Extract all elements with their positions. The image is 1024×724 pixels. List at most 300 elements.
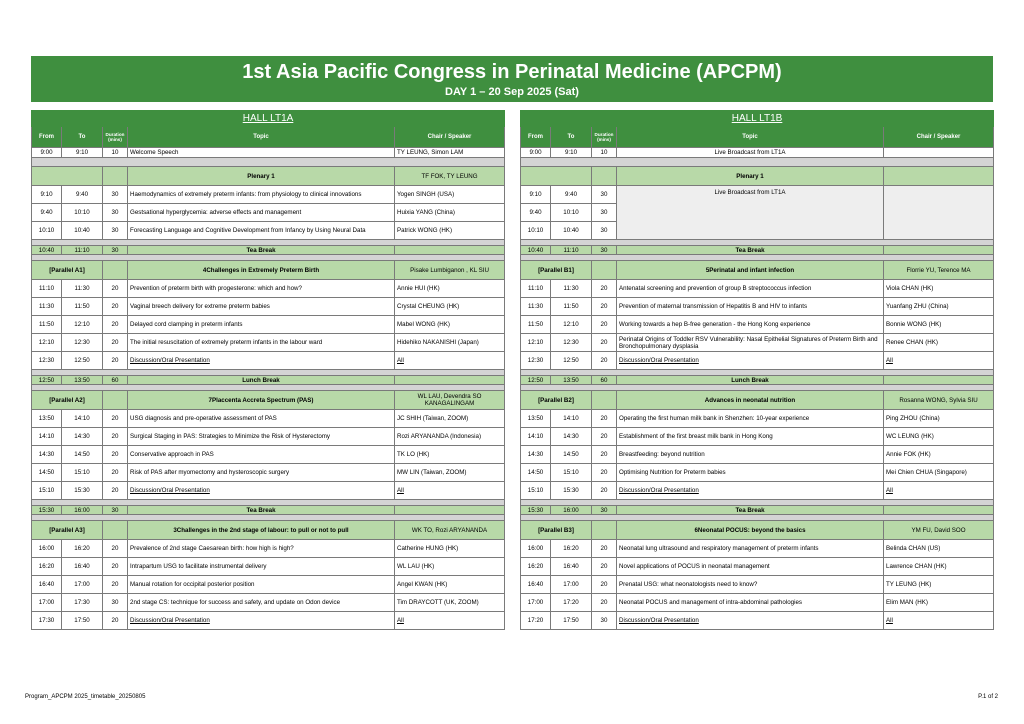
time-to: 14:10: [62, 410, 103, 428]
hall-lt1b-table: [520, 110, 993, 630]
time-from: 11:50: [521, 316, 551, 334]
time-to: 15:30: [62, 482, 103, 500]
session-code: [Parallel B1]: [521, 261, 592, 280]
duration: 30: [592, 246, 617, 255]
topic: Prevention of preterm birth with progesterone: which and how?: [128, 280, 395, 298]
session-code: [32, 167, 103, 186]
time-from: 11:10: [521, 280, 551, 298]
time-from: 9:10: [521, 186, 551, 204]
session-title: 4Challenges in Extremely Preterm Birth: [128, 261, 395, 280]
time-from: 16:00: [521, 540, 551, 558]
topic: Live Broadcast from LT1A: [617, 148, 884, 158]
table-row: [32, 446, 505, 464]
topic: Working towards a hep B-free generation - the Hong Kong experience: [617, 316, 884, 334]
table-row: [32, 594, 505, 612]
header-to: To: [62, 127, 103, 148]
time-from: 16:40: [32, 576, 62, 594]
chair-speaker: Elim MAN (HK): [884, 594, 994, 612]
topic: Manual rotation for occipital posterior position: [128, 576, 395, 594]
duration: 10: [592, 148, 617, 158]
chair-speaker: TY LEUNG (HK): [884, 576, 994, 594]
time-from: 9:40: [521, 204, 551, 222]
duration: 20: [592, 316, 617, 334]
duration: 20: [592, 280, 617, 298]
time-to: 11:10: [551, 246, 592, 255]
topic: Discussion/Oral Presentation: [128, 612, 395, 630]
duration: 20: [592, 594, 617, 612]
chair-speaker: JC SHIH (Taiwan, ZOOM): [395, 410, 505, 428]
session-code: [521, 167, 592, 186]
chair-speaker: Catherine HUNG (HK): [395, 540, 505, 558]
session-cell: [592, 261, 617, 280]
duration: 20: [592, 428, 617, 446]
table-row: [32, 204, 505, 222]
time-to: 17:50: [62, 612, 103, 630]
duration: 20: [103, 464, 128, 482]
topic: Perinatal Origins of Toddler RSV Vulnerability: Nasal Epithelial Signatures of Preterm Birth and Bronchopulmonary dysplasia: [617, 334, 884, 352]
table-row: [32, 148, 505, 158]
chair-speaker: All: [395, 482, 505, 500]
topic: Neonatal lung ultrasound and respiratory management of preterm infants: [617, 540, 884, 558]
page-title: 1st Asia Pacific Congress in Perinatal Medicine (APCPM): [242, 61, 782, 83]
topic: Risk of PAS after myomectomy and hysteroscopic surgery: [128, 464, 395, 482]
time-to: 9:10: [62, 148, 103, 158]
table-row: [521, 410, 994, 428]
topic: Surgical Staging in PAS: Strategies to Minimize the Risk of Hysterectomy: [128, 428, 395, 446]
duration: 60: [103, 376, 128, 385]
duration: 20: [103, 428, 128, 446]
time-from: 14:50: [521, 464, 551, 482]
time-to: 14:50: [551, 446, 592, 464]
time-from: 10:10: [521, 222, 551, 240]
topic: Operating the first human milk bank in Shenzhen: 10-year experience: [617, 410, 884, 428]
time-to: 10:10: [551, 204, 592, 222]
time-from: 16:40: [521, 576, 551, 594]
time-from: 13:50: [32, 410, 62, 428]
footer-page-number: P.1 of 2: [978, 694, 998, 700]
time-from: 14:50: [32, 464, 62, 482]
time-to: 15:10: [62, 464, 103, 482]
time-from: 17:00: [521, 594, 551, 612]
topic: Prevention of maternal transmission of Hepatitis B and HIV to infants: [617, 298, 884, 316]
session-chair: WL LAU, Devendra SO KANAGALINGAM: [395, 391, 505, 410]
duration: 30: [592, 612, 617, 630]
topic: Novel applications of POCUS in neonatal management: [617, 558, 884, 576]
break-row: [521, 246, 994, 255]
table-row: [521, 428, 994, 446]
time-to: 14:50: [62, 446, 103, 464]
topic: Vaginal breech delivery for extreme preterm babies: [128, 298, 395, 316]
topic: Live Broadcast from LT1A: [617, 186, 884, 240]
table-row: [32, 558, 505, 576]
time-to: 16:40: [62, 558, 103, 576]
time-to: 14:30: [551, 428, 592, 446]
column-header-row: [521, 127, 994, 148]
chair-speaker: Yuanfang ZHU (China): [884, 298, 994, 316]
table-row: [521, 352, 994, 370]
table-row: [32, 482, 505, 500]
chair-speaker: WC LEUNG (HK): [884, 428, 994, 446]
topic: Discussion/Oral Presentation: [617, 482, 884, 500]
duration: 20: [592, 464, 617, 482]
duration: 20: [103, 612, 128, 630]
time-to: 15:10: [551, 464, 592, 482]
table-row: [521, 576, 994, 594]
table-row: [521, 334, 994, 352]
page-banner: [31, 56, 993, 102]
duration: 30: [103, 222, 128, 240]
time-from: 10:40: [32, 246, 62, 255]
time-to: 17:30: [62, 594, 103, 612]
chair-speaker: Belinda CHAN (US): [884, 540, 994, 558]
session-title: Plenary 1: [128, 167, 395, 186]
break-label: Tea Break: [617, 246, 884, 255]
session-chair: YM FU, David SOO: [884, 521, 994, 540]
duration: 20: [103, 558, 128, 576]
header-to: To: [551, 127, 592, 148]
break-label: Tea Break: [617, 506, 884, 515]
table-row: [521, 558, 994, 576]
time-from: 15:10: [521, 482, 551, 500]
topic: Neonatal POCUS and management of intra-abdominal pathologies: [617, 594, 884, 612]
session-cell: [592, 167, 617, 186]
time-from: 12:50: [521, 376, 551, 385]
hall-lt1a-table: [31, 110, 504, 630]
session-cell: [103, 521, 128, 540]
topic: Forecasting Language and Cognitive Development from Infancy by Using Neural Data: [128, 222, 395, 240]
duration: 30: [103, 246, 128, 255]
duration: 20: [592, 558, 617, 576]
time-to: 9:40: [62, 186, 103, 204]
session-cell: [592, 391, 617, 410]
time-from: 9:10: [32, 186, 62, 204]
time-to: 11:50: [551, 298, 592, 316]
time-from: 16:20: [32, 558, 62, 576]
section-header-row: [521, 261, 994, 280]
topic: Establishment of the first breast milk bank in Hong Kong: [617, 428, 884, 446]
time-to: 13:50: [551, 376, 592, 385]
table-row: [521, 540, 994, 558]
duration: 20: [103, 482, 128, 500]
table-row: [521, 316, 994, 334]
hall-title: HALL LT1A: [32, 111, 505, 127]
topic: Prenatal USG: what neonatologists need to know?: [617, 576, 884, 594]
break-row: [521, 506, 994, 515]
topic: Conservative approach in PAS: [128, 446, 395, 464]
time-to: 12:50: [62, 352, 103, 370]
time-to: 12:10: [62, 316, 103, 334]
duration: 30: [592, 506, 617, 515]
time-to: 11:30: [62, 280, 103, 298]
duration: 20: [103, 298, 128, 316]
time-from: 9:00: [32, 148, 62, 158]
chair-speaker: WL LAU (HK): [395, 558, 505, 576]
session-code: [Parallel A3]: [32, 521, 103, 540]
session-chair: Pisake Lumbiganon , KL SIU: [395, 261, 505, 280]
topic: Breastfeeding: beyond nutrition: [617, 446, 884, 464]
time-to: 16:40: [551, 558, 592, 576]
time-to: 12:10: [551, 316, 592, 334]
table-row: [521, 594, 994, 612]
time-from: 14:30: [521, 446, 551, 464]
session-chair: Rosanna WONG, Sylvia SIU: [884, 391, 994, 410]
session-chair: WK TO, Rozi ARYANANDA: [395, 521, 505, 540]
time-from: 14:10: [521, 428, 551, 446]
duration: 20: [103, 334, 128, 352]
table-row: [521, 482, 994, 500]
table-row: [32, 352, 505, 370]
session-chair: TF FOK, TY LEUNG: [395, 167, 505, 186]
table-row: [521, 148, 994, 158]
session-title: 6Neonatal POCUS: beyond the basics: [617, 521, 884, 540]
spacer: [521, 158, 994, 167]
topic: Discussion/Oral Presentation: [128, 352, 395, 370]
break-label: Lunch Break: [617, 376, 884, 385]
time-from: 12:30: [521, 352, 551, 370]
duration: 20: [592, 576, 617, 594]
time-to: 17:50: [551, 612, 592, 630]
duration: 30: [592, 204, 617, 222]
header-topic: Topic: [128, 127, 395, 148]
table-row: [32, 576, 505, 594]
header-topic: Topic: [617, 127, 884, 148]
spacer: [32, 158, 505, 167]
time-to: 15:30: [551, 482, 592, 500]
session-chair: [884, 167, 994, 186]
chair-speaker: Mabel WONG (HK): [395, 316, 505, 334]
time-to: 16:00: [551, 506, 592, 515]
chair-speaker: Renee CHAN (HK): [884, 334, 994, 352]
duration: 20: [103, 540, 128, 558]
time-from: 14:30: [32, 446, 62, 464]
duration: 20: [103, 446, 128, 464]
chair-speaker: TY LEUNG, Simon LAM: [395, 148, 505, 158]
time-to: 11:50: [62, 298, 103, 316]
session-cell: [103, 167, 128, 186]
section-header-row: [32, 167, 505, 186]
header-from: From: [521, 127, 551, 148]
column-header-row: [32, 127, 505, 148]
table-row: [32, 316, 505, 334]
break-row: [32, 246, 505, 255]
duration: 20: [103, 352, 128, 370]
duration: 10: [103, 148, 128, 158]
table-row: [521, 446, 994, 464]
hall-title-row: [32, 111, 505, 127]
break-cell: [884, 246, 994, 255]
table-row: [32, 222, 505, 240]
chair-speaker: Annie FOK (HK): [884, 446, 994, 464]
spacer-row: [32, 158, 505, 167]
time-from: 11:10: [32, 280, 62, 298]
page-subtitle: DAY 1 – 20 Sep 2025 (Sat): [445, 86, 579, 98]
break-row: [521, 376, 994, 385]
section-header-row: [32, 391, 505, 410]
session-title: Plenary 1: [617, 167, 884, 186]
table-row: [32, 428, 505, 446]
header-chair: Chair / Speaker: [395, 127, 505, 148]
session-title: Advances in neonatal nutrition: [617, 391, 884, 410]
duration: 20: [592, 410, 617, 428]
topic: Prevalence of 2nd stage Caesarean birth: how high is high?: [128, 540, 395, 558]
table-row: [32, 464, 505, 482]
time-to: 12:50: [551, 352, 592, 370]
topic: The initial resuscitation of extremely preterm infants in the labour ward: [128, 334, 395, 352]
topic: Haemodynamics of extremely preterm infants: from physiology to clinical innovations: [128, 186, 395, 204]
chair-speaker: Hidehiko NAKANISHI (Japan): [395, 334, 505, 352]
table-row: [521, 186, 994, 204]
chair-speaker: Viola CHAN (HK): [884, 280, 994, 298]
time-from: 17:20: [521, 612, 551, 630]
topic: Discussion/Oral Presentation: [617, 352, 884, 370]
chair-speaker: Mei Chien CHUA (Singapore): [884, 464, 994, 482]
chair-speaker: All: [884, 612, 994, 630]
duration: 20: [103, 316, 128, 334]
chair-speaker: Crystal CHEUNG (HK): [395, 298, 505, 316]
break-cell: [395, 376, 505, 385]
time-from: 10:10: [32, 222, 62, 240]
session-cell: [103, 261, 128, 280]
time-from: 12:30: [32, 352, 62, 370]
table-row: [521, 280, 994, 298]
time-to: 10:40: [551, 222, 592, 240]
time-from: 17:30: [32, 612, 62, 630]
time-to: 12:30: [62, 334, 103, 352]
session-cell: [103, 391, 128, 410]
topic: Optimising Nutrition for Preterm babies: [617, 464, 884, 482]
duration: 20: [592, 482, 617, 500]
session-cell: [592, 521, 617, 540]
time-to: 14:30: [62, 428, 103, 446]
duration: 30: [103, 186, 128, 204]
time-to: 9:10: [551, 148, 592, 158]
time-to: 12:30: [551, 334, 592, 352]
chair-speaker: Lawrence CHAN (HK): [884, 558, 994, 576]
time-from: 15:30: [32, 506, 62, 515]
time-to: 16:00: [62, 506, 103, 515]
topic: USG diagnosis and pre-operative assessment of PAS: [128, 410, 395, 428]
chair-speaker: All: [884, 482, 994, 500]
duration: 30: [103, 594, 128, 612]
time-to: 16:20: [62, 540, 103, 558]
break-row: [32, 376, 505, 385]
break-label: Lunch Break: [128, 376, 395, 385]
time-from: 15:30: [521, 506, 551, 515]
chair-speaker: Patrick WONG (HK): [395, 222, 505, 240]
duration: 30: [103, 506, 128, 515]
time-from: 11:30: [32, 298, 62, 316]
session-code: [Parallel A2]: [32, 391, 103, 410]
section-header-row: [521, 521, 994, 540]
time-from: 12:50: [32, 376, 62, 385]
chair-speaker: MW LIN (Taiwan, ZOOM): [395, 464, 505, 482]
break-label: Tea Break: [128, 246, 395, 255]
time-from: 11:30: [521, 298, 551, 316]
time-from: 12:10: [521, 334, 551, 352]
session-code: [Parallel B2]: [521, 391, 592, 410]
time-from: 11:50: [32, 316, 62, 334]
time-to: 11:30: [551, 280, 592, 298]
table-row: [32, 540, 505, 558]
time-from: 14:10: [32, 428, 62, 446]
section-header-row: [521, 391, 994, 410]
duration: 20: [592, 352, 617, 370]
topic: Welcome Speech: [128, 148, 395, 158]
chair-speaker: Huixia YANG (China): [395, 204, 505, 222]
time-to: 17:00: [62, 576, 103, 594]
chair-speaker: Yogen SINGH (USA): [395, 186, 505, 204]
time-to: 10:10: [62, 204, 103, 222]
break-label: Tea Break: [128, 506, 395, 515]
topic: Discussion/Oral Presentation: [128, 482, 395, 500]
table-row: [32, 334, 505, 352]
table-row: [32, 298, 505, 316]
chair-speaker: Angel KWAN (HK): [395, 576, 505, 594]
duration: 30: [592, 186, 617, 204]
session-title: 5Perinatal and infant infection: [617, 261, 884, 280]
time-from: 9:40: [32, 204, 62, 222]
section-header-row: [521, 167, 994, 186]
topic: Antenatal screening and prevention of group B streptococcus infection: [617, 280, 884, 298]
chair-speaker: All: [395, 612, 505, 630]
chair-speaker: Bonnie WONG (HK): [884, 316, 994, 334]
chair-speaker: [884, 186, 994, 240]
duration: 20: [103, 280, 128, 298]
chair-speaker: Annie HUI (HK): [395, 280, 505, 298]
hall-title: HALL LT1B: [521, 111, 994, 127]
hall-title-row: [521, 111, 994, 127]
session-title: 7Placcenta Accreta Spectrum (PAS): [128, 391, 395, 410]
header-from: From: [32, 127, 62, 148]
table-row: [32, 280, 505, 298]
chair-speaker: Rozi ARYANANDA (Indonesia): [395, 428, 505, 446]
topic: Gestsational hyperglycemia: adverse effects and management: [128, 204, 395, 222]
duration: 20: [103, 576, 128, 594]
time-to: 17:20: [551, 594, 592, 612]
session-title: 3Challenges in the 2nd stage of labour: to pull or not to pull: [128, 521, 395, 540]
section-header-row: [32, 521, 505, 540]
time-from: 12:10: [32, 334, 62, 352]
session-chair: Florrie YU, Terence MA: [884, 261, 994, 280]
topic: 2nd stage CS: technique for success and safety, and update on Odon device: [128, 594, 395, 612]
time-to: 16:20: [551, 540, 592, 558]
duration: 60: [592, 376, 617, 385]
duration: 20: [592, 540, 617, 558]
time-to: 9:40: [551, 186, 592, 204]
spacer-row: [521, 158, 994, 167]
table-row: [32, 186, 505, 204]
time-to: 10:40: [62, 222, 103, 240]
time-from: 9:00: [521, 148, 551, 158]
duration: 20: [592, 334, 617, 352]
time-from: 16:00: [32, 540, 62, 558]
topic: Intrapartum USG to facilitate instrumental delivery: [128, 558, 395, 576]
chair-speaker: Ping ZHOU (China): [884, 410, 994, 428]
chair-speaker: [884, 148, 994, 158]
duration: 30: [592, 222, 617, 240]
break-row: [32, 506, 505, 515]
topic: Delayed cord clamping in preterm infants: [128, 316, 395, 334]
section-header-row: [32, 261, 505, 280]
table-row: [32, 612, 505, 630]
break-cell: [395, 246, 505, 255]
time-from: 13:50: [521, 410, 551, 428]
chair-speaker: Tim DRAYCOTT (UK, ZOOM): [395, 594, 505, 612]
time-from: 17:00: [32, 594, 62, 612]
break-cell: [884, 506, 994, 515]
time-from: 10:40: [521, 246, 551, 255]
time-from: 15:10: [32, 482, 62, 500]
